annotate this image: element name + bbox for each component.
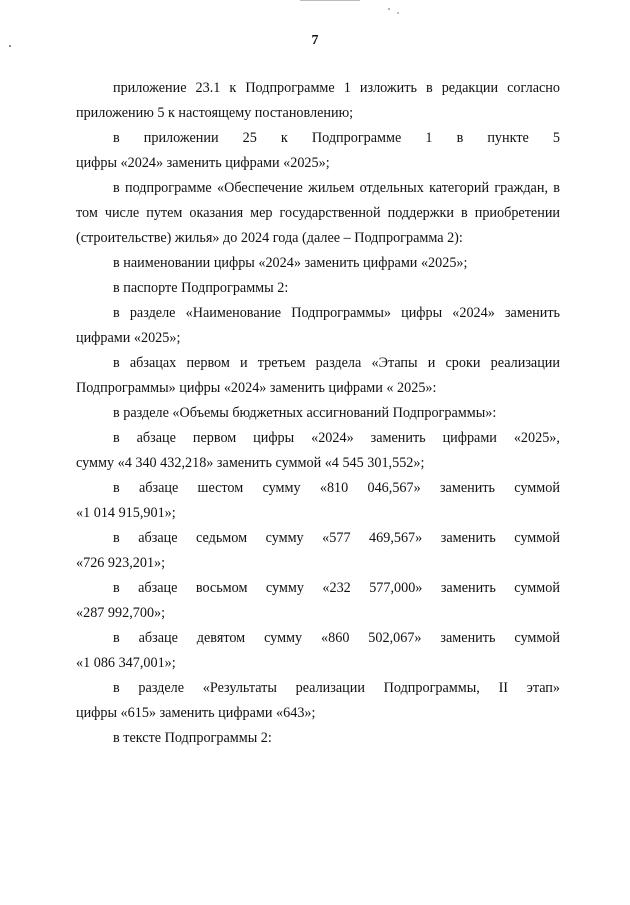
word: 502,067» bbox=[368, 630, 422, 646]
paragraph-continuation: «726 923,201»; bbox=[76, 555, 166, 571]
paragraph-continuation: цифры «2024» заменить цифрами «2025»; bbox=[76, 155, 330, 171]
word: приложении bbox=[143, 130, 219, 146]
word: разделе bbox=[138, 680, 185, 696]
word: в bbox=[113, 580, 120, 596]
paragraph bbox=[76, 576, 560, 626]
word: этап» bbox=[526, 680, 560, 696]
paragraph: в разделе «Наименование Подпрограммы» цифры «2024» заменить цифрами «2025»; bbox=[76, 305, 560, 346]
word: суммой bbox=[514, 630, 560, 646]
paragraph-continuation: «287 992,700»; bbox=[76, 605, 166, 621]
word: в bbox=[113, 630, 120, 646]
word: заменить bbox=[440, 530, 496, 546]
word: «232 bbox=[322, 580, 351, 596]
paragraph: в тексте Подпрограммы 2: bbox=[113, 730, 272, 746]
word: абзаце bbox=[138, 580, 178, 596]
word: в bbox=[113, 480, 120, 496]
word: в bbox=[113, 130, 120, 146]
word: 046,567» bbox=[367, 480, 421, 496]
word: первом bbox=[192, 430, 237, 446]
word: пункте bbox=[487, 130, 529, 146]
word: Подпрограмме bbox=[311, 130, 402, 146]
word: цифры bbox=[253, 430, 295, 446]
word: заменить bbox=[439, 480, 495, 496]
word: «2024» bbox=[311, 430, 354, 446]
paragraph bbox=[76, 676, 560, 726]
word: сумму bbox=[264, 630, 303, 646]
page-number: 7 bbox=[311, 33, 319, 48]
paragraph-continuation: «1 014 915,901»; bbox=[76, 505, 176, 521]
paragraph-continuation: сумму «4 340 432,218» заменить суммой «4 545 301,552»; bbox=[76, 455, 425, 471]
paragraph-continuation: цифры «615» заменить цифрами «643»; bbox=[76, 705, 316, 721]
paragraph: в абзацах первом и третьем раздела «Этапы и сроки реализации Подпрограммы» цифры «2024» заменить цифрами « 2025»: bbox=[76, 355, 560, 396]
word: в bbox=[113, 430, 120, 446]
word: сумму bbox=[265, 530, 304, 546]
word: к bbox=[280, 130, 288, 146]
justified-line bbox=[76, 476, 560, 501]
word: «810 bbox=[319, 480, 349, 496]
word: II bbox=[498, 680, 509, 696]
scan-artifact bbox=[300, 0, 360, 1]
word: суммой bbox=[514, 530, 560, 546]
word: абзаце bbox=[138, 530, 178, 546]
justified-line bbox=[76, 576, 560, 601]
word: 1 bbox=[425, 130, 433, 146]
paragraph bbox=[76, 626, 560, 676]
word: реализации bbox=[295, 680, 365, 696]
word: абзаце bbox=[138, 630, 178, 646]
word: в bbox=[113, 530, 120, 546]
word: 5 bbox=[552, 130, 560, 146]
word: абзаце bbox=[136, 430, 176, 446]
word: суммой bbox=[514, 480, 560, 496]
paragraph: в наименовании цифры «2024» заменить цифрами «2025»; bbox=[113, 255, 468, 271]
word: «Результаты bbox=[202, 680, 277, 696]
word: в bbox=[456, 130, 464, 146]
paragraph bbox=[76, 126, 560, 176]
word: «860 bbox=[321, 630, 350, 646]
word: 469,567» bbox=[369, 530, 423, 546]
paragraph: в подпрограмме «Обеспечение жильем отдельных категорий граждан, в том числе путем оказания мер государственной поддержки в приобретении (строительстве) жилья» до 2024 года (далее – Подпрограмма 2): bbox=[76, 180, 560, 246]
justified-line bbox=[76, 426, 560, 451]
scan-artifact bbox=[388, 8, 390, 10]
justified-line bbox=[76, 626, 560, 651]
word: сумму bbox=[265, 580, 304, 596]
paragraph-continuation: «1 086 347,001»; bbox=[76, 655, 176, 671]
scan-artifact bbox=[397, 12, 399, 14]
word: заменить bbox=[440, 630, 496, 646]
word: «577 bbox=[322, 530, 351, 546]
document-body bbox=[76, 76, 560, 751]
justified-line bbox=[76, 526, 560, 551]
word: заменить bbox=[370, 430, 426, 446]
paragraph: приложение 23.1 к Подпрограмме 1 изложить в редакции согласно приложению 5 к настоящему постановлению; bbox=[76, 80, 560, 121]
word: суммой bbox=[514, 580, 560, 596]
justified-line bbox=[76, 126, 560, 151]
word: абзаце bbox=[138, 480, 179, 496]
word: сумму bbox=[262, 480, 301, 496]
word: 25 bbox=[242, 130, 257, 146]
word: цифрами bbox=[442, 430, 497, 446]
justified-line bbox=[76, 676, 560, 701]
word: Подпрограммы, bbox=[383, 680, 480, 696]
word: в bbox=[113, 680, 120, 696]
paragraph bbox=[76, 426, 560, 476]
word: седьмом bbox=[196, 530, 248, 546]
word: заменить bbox=[440, 580, 496, 596]
word: шестом bbox=[197, 480, 244, 496]
paragraph bbox=[76, 526, 560, 576]
word: восьмом bbox=[195, 580, 248, 596]
paragraph bbox=[76, 476, 560, 526]
paragraph: в паспорте Подпрограммы 2: bbox=[113, 280, 289, 296]
word: девятом bbox=[196, 630, 246, 646]
paragraph: в разделе «Объемы бюджетных ассигнований Подпрограммы»: bbox=[113, 405, 497, 421]
word: 577,000» bbox=[369, 580, 423, 596]
word: «2025», bbox=[513, 430, 560, 446]
